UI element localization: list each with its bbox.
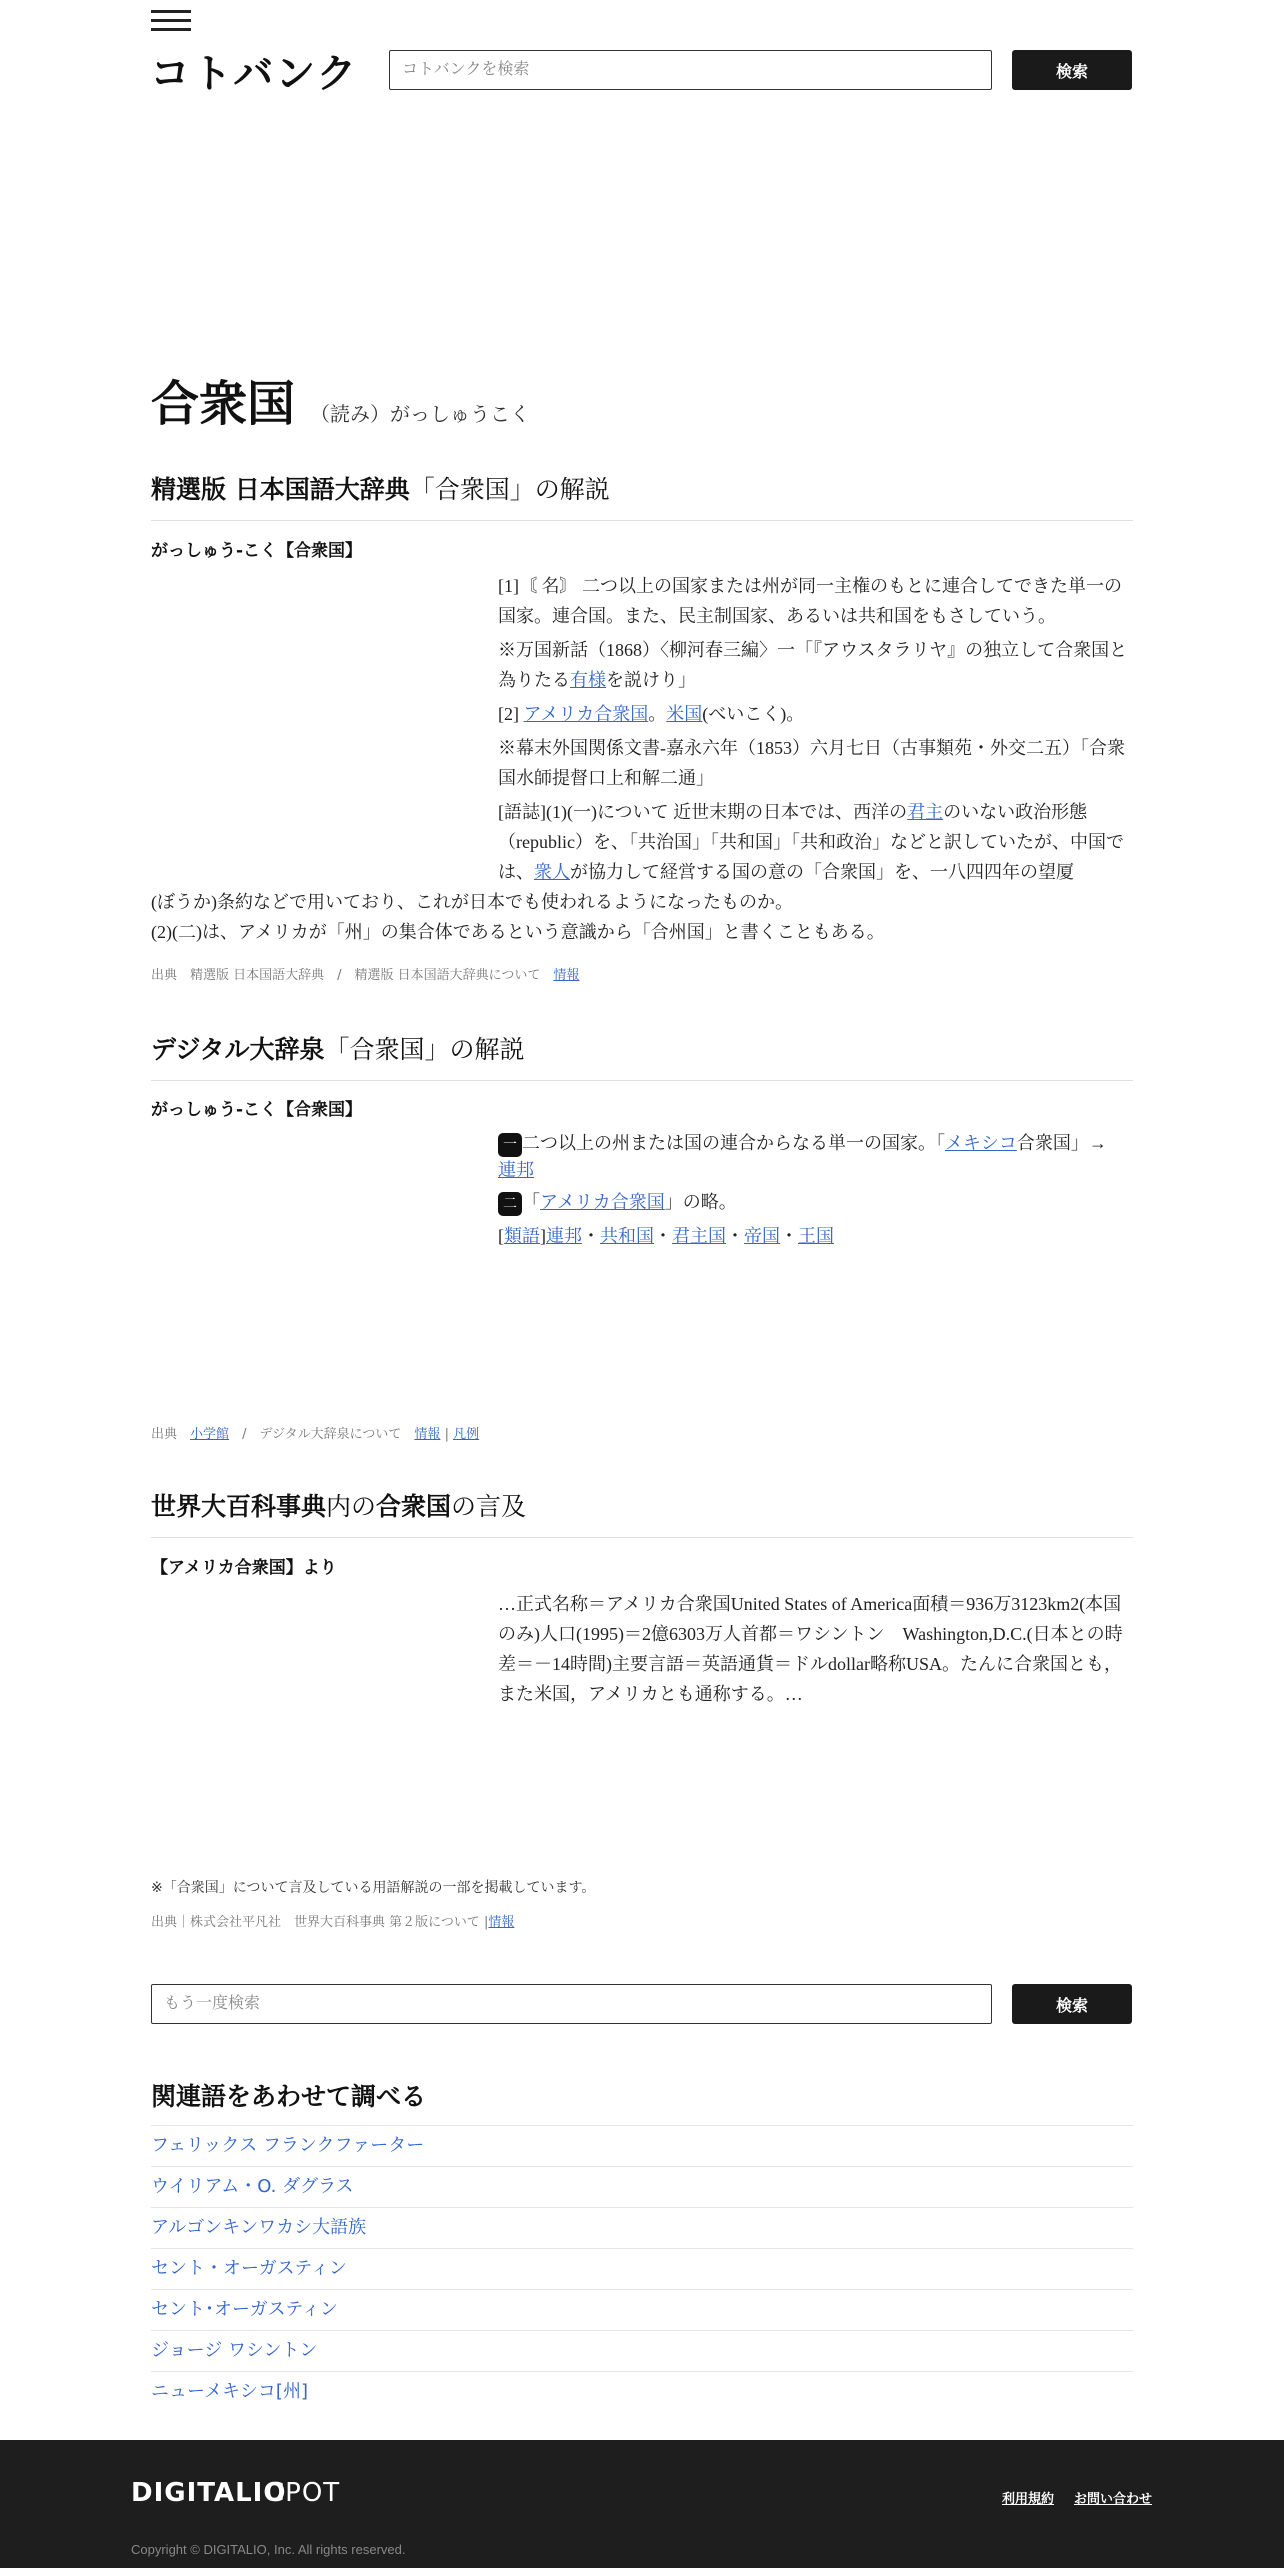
synonym-list: [類語]連邦・共和国・君主国・帝国・王国 [498, 1225, 834, 1246]
site-logo[interactable]: コトバンク [150, 51, 359, 97]
synonym-link[interactable]: 帝国 [744, 1225, 780, 1246]
heading-suffix: 「合衆国」の解説 [409, 475, 610, 504]
dictionary-name: 精選版 日本国語大辞典 [151, 475, 410, 504]
source-line [151, 1911, 514, 1930]
source-text: 出典｜株式会社平凡社 世界大百科事典 第２版について | [151, 1915, 489, 1930]
definition-body [498, 571, 1134, 887]
link-mexico[interactable]: メキシコ [945, 1133, 1017, 1153]
text: のいない政治形態（republic）を、「共治国」「共和国」「共和政治」などと訳していたが、中国では、 [498, 802, 1124, 882]
definition-paragraph [498, 1187, 1134, 1217]
heading-suffix: 「合衆国」の解説 [324, 1035, 525, 1064]
definition-body-continued [151, 887, 1133, 947]
source-text: / デジタル大辞泉について [242, 1427, 402, 1442]
search-button[interactable]: 検索 [1012, 50, 1132, 90]
entry-headword: がっしゅう‐こく【合衆国】 [151, 541, 363, 561]
related-term-link[interactable]: セント・オーガスティン [151, 2258, 347, 2279]
mention-note: ※「合衆国」について言及している用語解説の一部を掲載しています。 [151, 1879, 596, 1895]
link-renpo[interactable]: 連邦 [498, 1159, 534, 1180]
link-america[interactable]: アメリカ合衆国 [540, 1191, 665, 1212]
related-term-item [151, 2371, 1133, 2412]
definition-paragraph [498, 699, 1134, 729]
digitalio-logo[interactable]: DIGITALIO [131, 2478, 287, 2508]
related-term-item [151, 2125, 1133, 2166]
text: ※万国新話（1868）〈柳河春三編〉一「『アウスタラリヤ』の独立して合衆国と為りたる [498, 640, 1128, 690]
related-terms-heading: 関連語をあわせて調べる [151, 2082, 427, 2111]
text: (べいこく)。 [702, 704, 805, 724]
definition-paragraph: [1]〘 名〙 二つ以上の国家または州が同一主権のもとに連合してできた単一の国家。連合国。また、民主制国家、あるいは共和国をもさしていう。 [498, 576, 1122, 626]
definition-paragraph: ※幕末外国関係文書‐嘉永六年（1853）六月七日（古事類苑・外交二五）「合衆国水師提督口上和解二通」 [498, 738, 1125, 788]
encyclopedia-excerpt: …正式名称＝アメリカ合衆国United States of America面積＝936万3123km2(本国のみ)人口(1995)＝2億6303万人首都＝ワシントン Washington,D.C.(日本との時差＝－14時間)主要言語＝英語通貨＝ドルdollar略称USA。たんに合衆国とも，また米国，アメリカとも通称する。… [498, 1594, 1123, 1704]
link-shujin[interactable]: 衆人 [534, 862, 570, 882]
related-term-item [151, 2330, 1133, 2371]
text: を説けり」 [606, 670, 696, 690]
source-info-link[interactable]: 情報 [488, 1915, 515, 1930]
section-heading-daijisen [151, 1030, 1133, 1081]
definition-body [498, 1130, 1134, 1255]
source-hanrei-link[interactable]: 凡例 [453, 1427, 480, 1442]
text: 「 [522, 1191, 540, 1212]
related-term-item [151, 2207, 1133, 2248]
term-name: 合衆国 [376, 1492, 452, 1521]
number-two-icon: 二 [498, 1192, 522, 1216]
definition-paragraph: (ぼうか)条約などで用いており、これが日本でも使われるようになったものか。 [151, 892, 793, 912]
source-text: 出典 精選版 日本国語大辞典 / 精選版 日本国語大辞典について [151, 968, 541, 983]
copyright: Copyright © DIGITALIO, Inc. All rights reserved. [131, 2542, 406, 2557]
link-ruigo[interactable]: 類語 [504, 1225, 540, 1246]
dictionary-name: デジタル大辞泉 [151, 1035, 325, 1064]
synonym-link[interactable]: 王国 [798, 1225, 834, 1246]
section-heading-seisenban [151, 470, 1133, 521]
source-shogakukan-link[interactable]: 小学館 [190, 1427, 230, 1442]
text: 」の略。 [664, 1191, 737, 1212]
source-line [151, 1423, 479, 1442]
footer [0, 2440, 1284, 2568]
text: [語誌](1)(一)について 近世末期の日本では、西洋の [498, 802, 908, 822]
text: 二つ以上の州または国の連合からなる単一の国家。「 [522, 1133, 945, 1153]
text: が協力して経営する国の意の「合衆国」を、一八四四年の望厦 [570, 862, 1074, 882]
text: [ [498, 1225, 504, 1246]
menu-icon[interactable] [151, 10, 191, 32]
related-term-link[interactable]: ニューメキシコ[州] [151, 2381, 308, 2402]
link-america[interactable]: アメリカ合衆国 [523, 704, 649, 724]
page-title: 合衆国 [151, 376, 296, 432]
search-again-input[interactable] [151, 1984, 992, 2024]
search-again-button[interactable]: 検索 [1012, 1984, 1132, 2024]
definition-paragraph: (2)(二)は、アメリカが「州」の集合体であるという意識から「合州国」と書くこともある。 [151, 922, 885, 942]
synonym-link[interactable]: 共和国 [600, 1225, 654, 1246]
source-info-link[interactable]: 情報 [414, 1427, 441, 1442]
text: ] [540, 1225, 546, 1246]
definition-paragraph [498, 635, 1134, 695]
entry-headword: 【アメリカ合衆国】より [151, 1558, 337, 1578]
heading-text: 内の [326, 1492, 377, 1521]
terms-link[interactable]: 利用規約 [1002, 2492, 1055, 2507]
heading-suffix: の言及 [451, 1492, 527, 1521]
text: 。 [648, 704, 667, 724]
contact-link[interactable]: お問い合わせ [1074, 2492, 1153, 2507]
related-term-item [151, 2289, 1133, 2330]
source-text: | [440, 1427, 454, 1442]
cpot-logo[interactable]: CPOT [266, 2478, 341, 2508]
related-term-link[interactable]: セント･オーガスティン [151, 2299, 338, 2320]
related-term-item [151, 2166, 1133, 2207]
definition-paragraph [498, 797, 1134, 887]
related-terms-list [151, 2125, 1133, 2412]
source-info-link[interactable]: 情報 [553, 968, 580, 983]
source-line [151, 964, 579, 983]
text: 合衆国」→ [1016, 1133, 1107, 1153]
definition-paragraph [498, 1130, 1134, 1183]
link-arisama[interactable]: 有様 [570, 670, 606, 690]
entry-headword: がっしゅう‐こく【合衆国】 [151, 1100, 363, 1120]
search-input[interactable] [389, 50, 992, 90]
related-term-link[interactable]: ジョージ ワシントン [151, 2340, 318, 2361]
source-text: 出典 [151, 1427, 178, 1442]
link-beikoku[interactable]: 米国 [666, 704, 703, 724]
related-term-link[interactable]: フェリックス フランクファーター [151, 2135, 425, 2156]
number-one-icon: 一 [498, 1133, 522, 1157]
text: [2] [498, 704, 524, 724]
encyclopedia-name: 世界大百科事典 [151, 1492, 327, 1521]
related-term-link[interactable]: ウイリアム・O. ダグラス [151, 2176, 354, 2197]
link-kunshu[interactable]: 君主 [907, 802, 944, 822]
synonym-link[interactable]: 連邦 [546, 1225, 582, 1246]
synonym-link[interactable]: 君主国 [672, 1225, 726, 1246]
reading-label: （読み）がっしゅうこく [310, 404, 530, 426]
related-term-link[interactable]: アルゴンキンワカシ大語族 [151, 2217, 367, 2238]
related-term-item [151, 2248, 1133, 2289]
section-heading-sekai [151, 1487, 1133, 1538]
